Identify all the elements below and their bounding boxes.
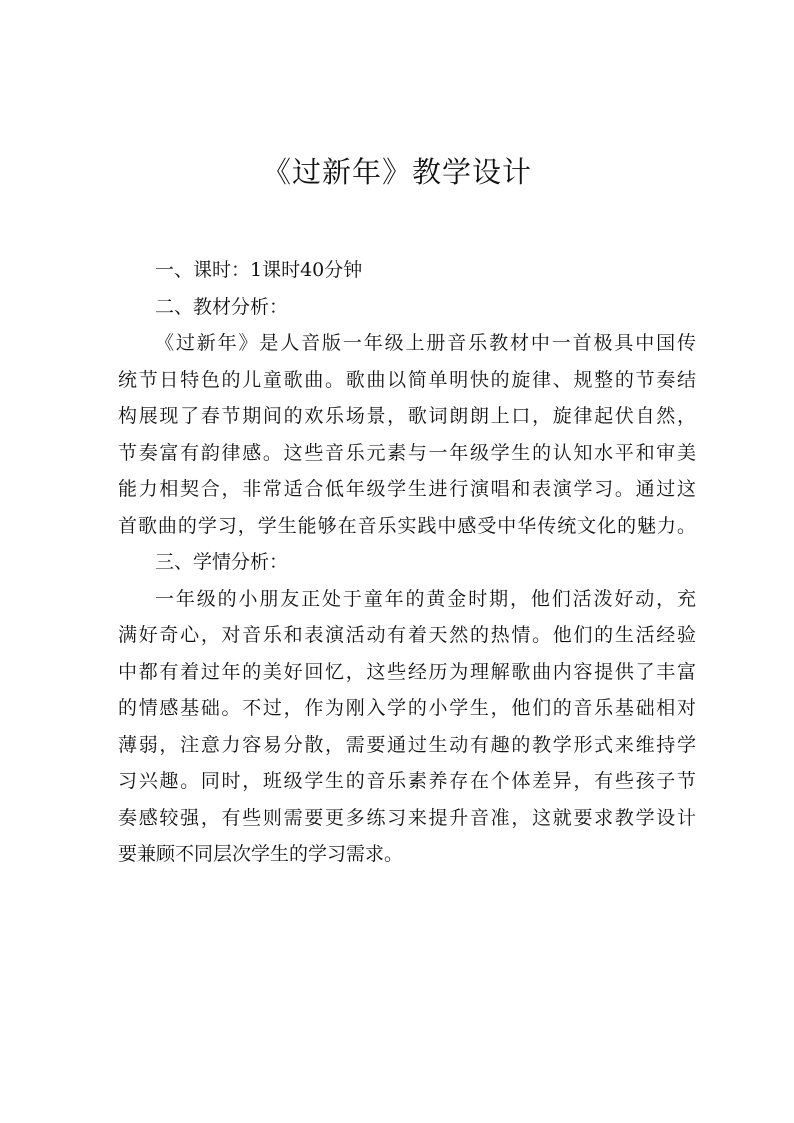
paragraph-line: 薄弱，注意力容易分散，需要通过生动有趣的教学形式来维持学	[118, 733, 696, 756]
paragraph-line: 习兴趣。同时，班级学生的音乐素养存在个体差异，有些孩子节	[118, 770, 696, 792]
paragraph-line: 能力相契合，非常适合低年级学生进行演唱和表演学习。通过这	[118, 478, 696, 500]
paragraph-line: 奏感较强，有些则需要更多练习来提升音准，这就要求教学设计	[118, 806, 696, 829]
paragraph-line: 《过新年》是人音版一年级上册音乐教材中一首极具中国传	[155, 332, 696, 354]
paragraph-line: 统节日特色的儿童歌曲。歌曲以简单明快的旋律、规整的节奏结	[118, 368, 696, 391]
paragraph-line: 构展现了春节期间的欢乐场景，歌词朗朗上口，旋律起伏自然，	[118, 405, 696, 427]
paragraph-line: 节奏富有韵律感。这些音乐元素与一年级学生的认知水平和审美	[118, 441, 696, 464]
document-title: 《过新年》教学设计	[261, 155, 532, 189]
paragraph-line: 要兼顾不同层次学生的学习需求。	[118, 843, 404, 865]
paragraph-line: 满好奇心，对音乐和表演活动有着天然的热情。他们的生活经验	[118, 624, 696, 646]
paragraph-line: 中都有着过年的美好回忆，这些经历为理解歌曲内容提供了丰富	[118, 660, 696, 683]
paragraph-line: 的情感基础。不过，作为刚入学的小学生，他们的音乐基础相对	[118, 697, 696, 719]
section-heading-textbook-analysis: 二、教材分析：	[155, 295, 289, 318]
document-body	[118, 252, 696, 873]
section-class-hours: 一、课时：1课时40分钟	[155, 259, 363, 281]
section-heading-learner-analysis: 三、学情分析：	[155, 551, 289, 573]
paragraph-line: 一年级的小朋友正处于童年的黄金时期，他们活泼好动，充	[155, 587, 696, 610]
paragraph-line: 首歌曲的学习，学生能够在音乐实践中感受中华传统文化的魅力。	[118, 514, 696, 537]
